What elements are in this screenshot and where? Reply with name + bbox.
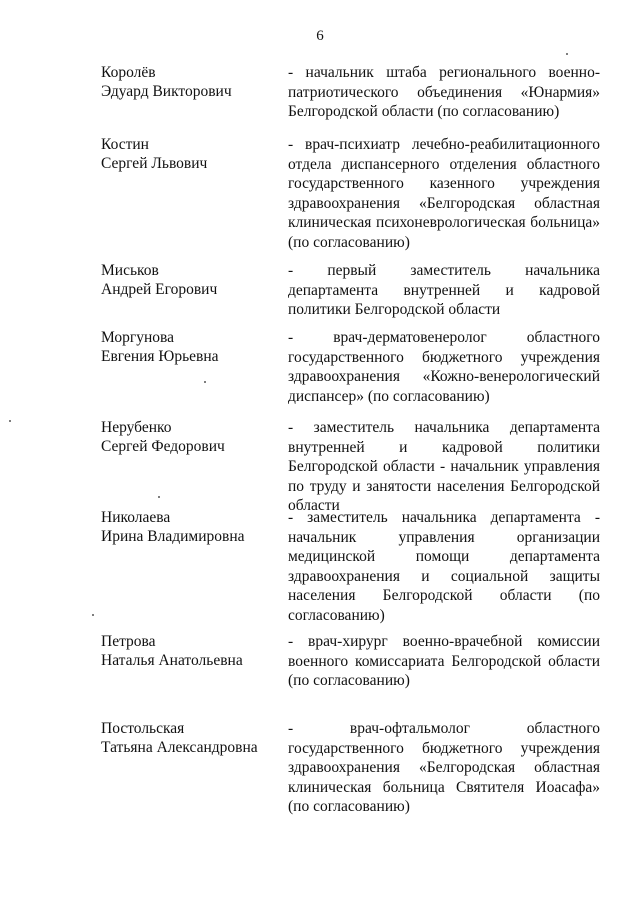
member-surname: Миськов <box>101 262 159 279</box>
scan-speck <box>92 614 94 616</box>
member-given-names: Сергей Федорович <box>101 438 225 455</box>
member-surname: Постольская <box>101 720 185 737</box>
member-given-names: Ирина Владимировна <box>101 528 245 545</box>
member-name <box>101 135 281 173</box>
member-given-names: Татьяна Александровна <box>101 739 258 756</box>
member-surname: Николаева <box>101 509 171 526</box>
member-position: - начальник штаба регионального военно-патриотического объединения «Юнармия» Белгородской области (по согласованию) <box>288 64 600 120</box>
member-position: - врач-офтальмолог областного государственного бюджетного учреждения здравоохранения «Белгородская областная клиническая больница Святителя Иоасафа» (по согласованию) <box>288 720 600 815</box>
member-name <box>101 328 281 366</box>
member-position: - заместитель начальника департамента внутренней и кадровой политики Белгородской области - начальник управления по труду и занятости населения Белгородской области <box>288 419 600 514</box>
member-position: - врач-хирург военно-врачебной комиссии военного комиссариата Белгородской области (по согласованию) <box>288 633 600 689</box>
scan-speck <box>9 420 11 422</box>
scan-speck <box>158 496 160 498</box>
scan-speck <box>204 381 206 383</box>
member-position: - заместитель начальника департамента - начальник управления организации медицинской помощи департамента здравоохранения и социальной защиты населения Белгородской области (по согласованию) <box>288 509 600 624</box>
member-position: - первый заместитель начальника департамента внутренней и кадровой политики Белгородской области <box>288 262 600 318</box>
member-given-names: Сергей Львович <box>101 155 208 172</box>
member-given-names: Евгения Юрьевна <box>101 348 219 365</box>
page-number: 6 <box>316 28 324 44</box>
member-name <box>101 63 281 101</box>
member-given-names: Эдуард Викторович <box>101 83 232 100</box>
member-surname: Петрова <box>101 633 156 650</box>
member-surname: Моргунова <box>101 329 175 346</box>
member-given-names: Наталья Анатольевна <box>101 652 243 669</box>
member-position: - врач-дерматовенеролог областного государственного бюджетного учреждения здравоохранения «Кожно-венерологический диспансер» (по согласованию) <box>288 329 600 405</box>
member-name <box>101 418 281 456</box>
member-name <box>101 632 281 670</box>
member-position: - врач-психиатр лечебно-реабилитационного отдела диспансерного отделения областного государственного казенного учреждения здравоохранения «Белгородская областная клиническая психоневрологическая больница» (по согласованию) <box>288 136 600 251</box>
member-surname: Нерубенко <box>101 419 172 436</box>
member-given-names: Андрей Егорович <box>101 281 218 298</box>
member-name <box>101 261 281 299</box>
member-surname: Костин <box>101 136 149 153</box>
member-surname: Королёв <box>101 64 156 81</box>
member-name <box>101 719 281 757</box>
scan-speck <box>566 53 568 55</box>
member-name <box>101 508 281 546</box>
